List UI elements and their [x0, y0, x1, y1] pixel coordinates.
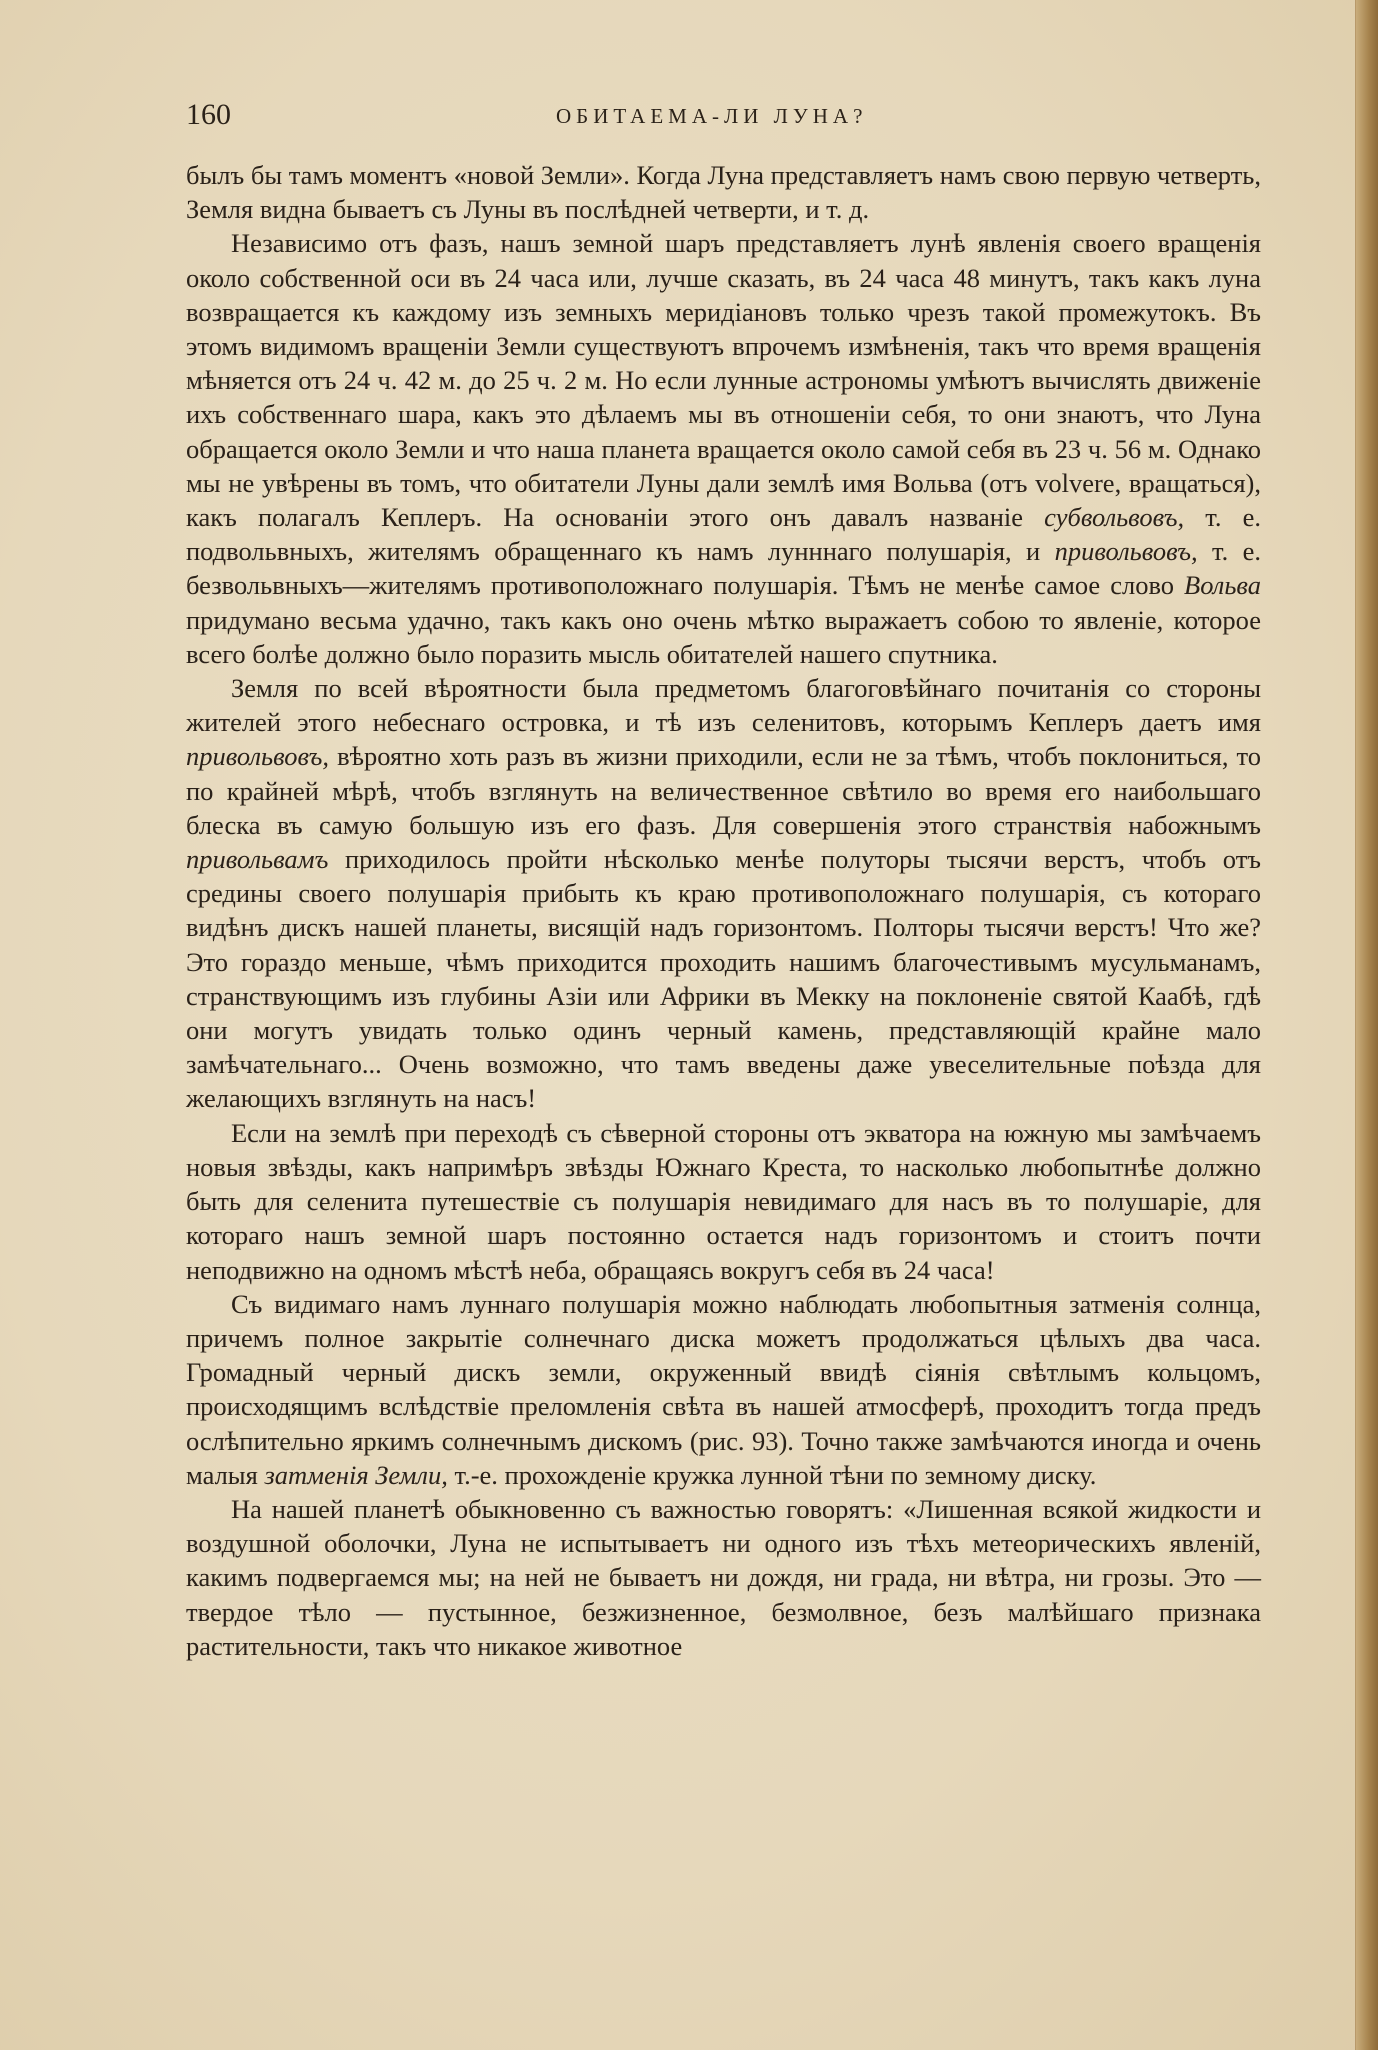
paragraph-2	[186, 226, 1261, 671]
paragraph-3-text-c: приходилось пройти нѣсколько менѣе полуторы тысячи верстъ, чтобъ отъ средины своего полушарія прибыть къ краю противоположнаго полушарія, съ котораго видѣнъ дискъ нашей планеты, висящій надъ горизонтомъ. Полторы тысячи верстъ! Что же? Это гораздо меньше, чѣмъ приходится проходить нашимъ благочестивымъ мусульманамъ, странствующимъ изъ глубины Азіи или Африки въ Мекку на поклоненіе святой Каабѣ, гдѣ они могутъ увидать только одинъ черный камень, представляющій крайне мало замѣчательнаго... Очень возможно, что тамъ введены даже увеселительные поѣзда для желающихъ взглянуть на насъ!	[186, 844, 1261, 1114]
italic-volva: Вольва	[1184, 570, 1261, 601]
paragraph-2-text-d: придумано весьма удачно, такъ какъ оно очень мѣтко выражаетъ собою то явленіе, которое всего болѣе должно было поразить мысль обитателей нашего спутника.	[186, 604, 1261, 669]
paragraph-6: На нашей планетѣ обыкновенно съ важностью говорятъ: «Лишенная всякой жидкости и воздушной оболочки, Луна не испытываетъ ни одного изъ тѣхъ метеорическихъ явленій, какимъ подвергаемся мы; на ней не бываетъ ни дождя, ни града, ни вѣтра, ни грозы. Это — твердое тѣло — пустынное, безжизненное, безмолвное, безъ малѣйшаго признака растительности, такъ что никакое животное	[186, 1493, 1261, 1661]
italic-eclipses-of-earth: затменія Земли,	[264, 1459, 448, 1490]
paragraph-5-text-b: т.-е. прохожденіе кружка лунной тѣни по земному диску.	[447, 1459, 1097, 1490]
italic-privolvam: привольвамъ	[186, 844, 329, 875]
body-text	[186, 158, 1261, 1663]
paragraph-3-text-b: вѣроятно хоть разъ въ жизни приходили, если не за тѣмъ, чтобъ поклониться, то по крайней мѣрѣ, чтобъ взглянуть на величественное свѣтило во время его наибольшаго блеска въ самую большую изъ его фазъ. Для совершенія этого странствія набожнымъ	[186, 741, 1261, 840]
italic-privolvy: привольвовъ,	[1054, 536, 1198, 567]
running-title: ОБИТАЕМА-ЛИ ЛУНА?	[556, 104, 868, 128]
paragraph-2-text-c: т. е. безвольвныхъ—жителямъ противоположнаго полушарія. Тѣмъ не менѣе самое слово	[186, 536, 1262, 601]
page-number: 160	[186, 98, 231, 131]
italic-privolvy-2: привольвовъ,	[186, 741, 330, 772]
paragraph-1: былъ бы тамъ моментъ «новой Земли». Когда Луна представляетъ намъ свою первую четверть, Земля видна бываетъ съ Луны въ послѣдней четверти, и т. д.	[186, 160, 1261, 225]
running-head	[186, 98, 1261, 138]
paragraph-2-text-a: Независимо отъ фазъ, нашъ земной шаръ представляетъ лунѣ явленія своего вращенія около собственной оси въ 24 часа или, лучше сказать, въ 24 часа 48 минутъ, такъ какъ луна возвращается къ каждому изъ земныхъ меридіановъ только чрезъ такой промежутокъ. Въ этомъ видимомъ вращеніи Земли существуютъ впрочемъ измѣненія, такъ что время вращенія мѣняется отъ 24 ч. 42 м. до 25 ч. 2 м. Но если лунные астрономы умѣютъ вычислять движеніе ихъ собственнаго шара, какъ это дѣлаемъ мы въ отношеніи себя, то они знаютъ, что Луна обращается около Земли и что наша планета вращается около самой себя въ 23 ч. 56 м. Однако мы не увѣрены въ томъ, что обитатели Луны дали землѣ имя Вольва (отъ volvere, вращаться), какъ полагалъ Кеплеръ. На основаніи этого онъ давалъ названіе	[186, 228, 1261, 533]
page-edge	[1355, 0, 1378, 2050]
paragraph-5	[186, 1287, 1261, 1492]
paragraph-3	[186, 671, 1261, 1116]
paragraph-4: Если на землѣ при переходѣ съ сѣверной стороны отъ экватора на южную мы замѣчаемъ новыя звѣзды, какъ напримѣръ звѣзды Южнаго Креста, то насколько любопытнѣе должно быть для селенита путешествіе съ полушарія невидимаго для насъ въ то полушаріе, для котораго нашъ земной шаръ постоянно остается надъ горизонтомъ и стоитъ почти неподвижно на одномъ мѣстѣ неба, обращаясь вокругъ себя въ 24 часа!	[186, 1117, 1261, 1285]
italic-subvolvy: субвольвовъ,	[1044, 502, 1185, 533]
paragraph-3-text-a: Земля по всей вѣроятности была предметомъ благоговѣйнаго почитанія со стороны жителей этого небеснаго островка, и тѣ изъ селенитовъ, которымъ Кеплеръ даетъ имя	[186, 673, 1261, 738]
paragraph-2-text-b: т. е. подвольвныхъ, жителямъ обращеннаго къ намъ лунннаго полушарія, и	[186, 502, 1261, 567]
paragraph-5-text-a: Съ видимаго намъ луннаго полушарія можно наблюдать любопытныя затменія солнца, причемъ полное закрытіе солнечнаго диска можетъ продолжаться цѣлыхъ два часа. Громадный черный дискъ земли, окруженный ввидѣ сіянія свѣтлымъ кольцомъ, происходящимъ вслѣдствіе преломленія свѣта въ нашей атмосферѣ, проходитъ тогда предъ ослѣпительно яркимъ солнечнымъ дискомъ (рис. 93). Точно также замѣчаются иногда и очень малыя	[186, 1288, 1261, 1490]
